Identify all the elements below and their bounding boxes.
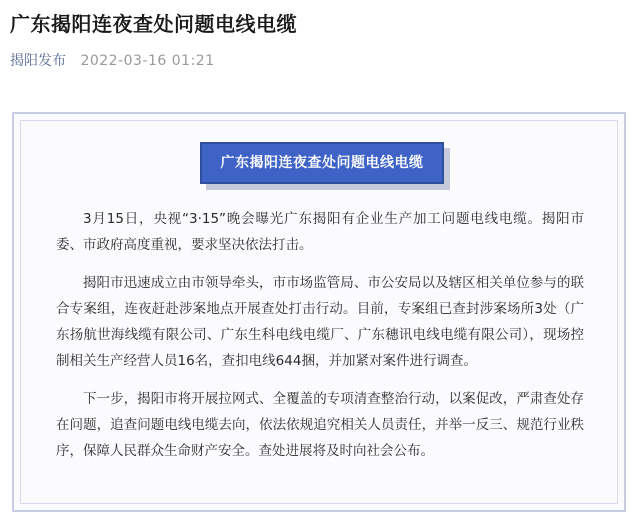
paragraph: 揭阳市迅速成立由市领导牵头，市市场监管局、市公安局以及辖区相关单位参与的联合专案组，连夜赶赴涉案地点开展查处打击行动。目前，专案组已查封涉案场所3处（广东扬航世海线缆有限公司、广东生科电线电缆厂、广东穗讯电线电缆有限公司），现场控制相关生产经营人员16名，查扣电线644捆，并加紧对案件进行调查。 (56, 275, 584, 369)
paragraph: 下一步，揭阳市将开展拉网式、全覆盖的专项清查整治行动，以案促改，严肃查处存在问题，追查问题电线电缆去向，依法依规追究相关人员责任，并举一反三、规范行业秩序，保障人民群众生命财产安全。查处进展将及时向社会公布。 (56, 391, 584, 459)
author-link[interactable]: 揭阳发布 (10, 53, 66, 69)
paragraph: 3月15日，央视“3·15”晚会曝光广东揭阳有企业生产加工问题电线电缆。揭阳市委、市政府高度重视，要求坚决依法打击。 (56, 211, 584, 253)
article-body (56, 206, 584, 476)
publish-time: 2022-03-16 01:21 (80, 53, 215, 69)
article-meta (10, 50, 215, 70)
article-title: 广东揭阳连夜查处问题电线电缆 (10, 12, 297, 36)
headline-banner: 广东揭阳连夜查处问题电线电缆 (200, 142, 444, 184)
